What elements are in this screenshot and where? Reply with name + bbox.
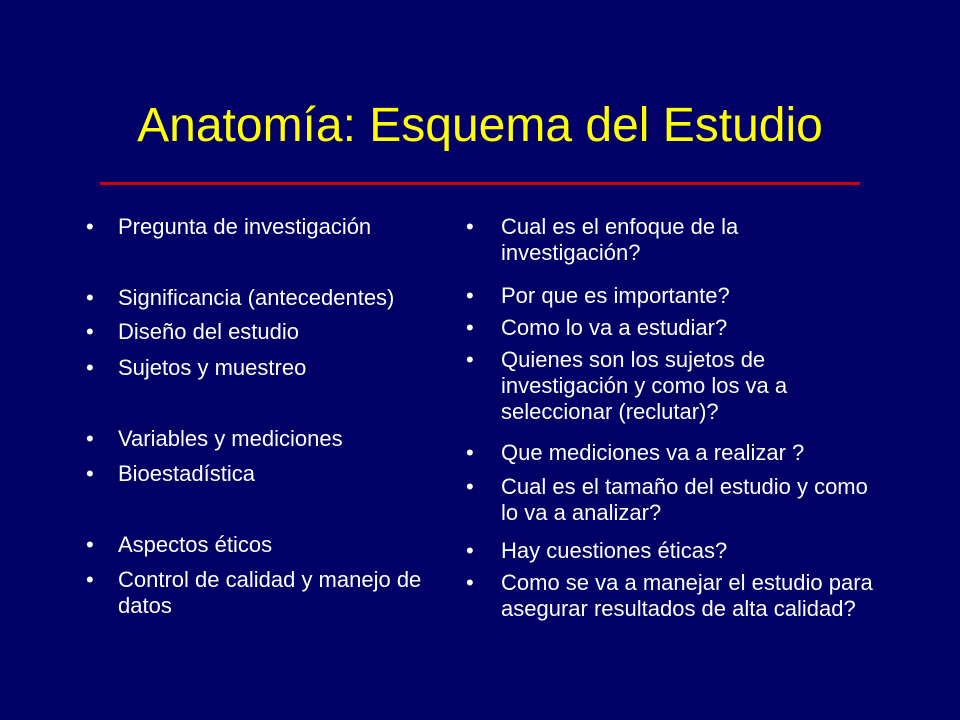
list-item [466,214,881,266]
list-item [86,461,458,487]
list-item [86,319,458,345]
bullet-icon: • [86,532,94,557]
list-item-text: Diseño del estudio [118,319,300,344]
bullet-icon: • [86,319,94,344]
list-item [466,570,881,622]
bullet-icon: • [466,538,474,563]
list-item [466,315,881,341]
bullet-icon: • [86,567,94,592]
slide-title: Anatomía: Esquema del Estudio [137,99,823,152]
list-item-text: Sujetos y muestreo [118,355,307,380]
bullet-icon: • [466,315,474,340]
bullet-icon: • [466,347,474,372]
bullet-icon: • [466,474,474,499]
list-item-text: Cual es el enfoque de la investigación? [501,214,739,265]
bullet-icon: • [466,570,474,595]
list-item [86,214,458,240]
list-item-text: Pregunta de investigación [118,214,372,239]
list-item [86,355,458,381]
list-item [466,474,881,526]
bullet-icon: • [86,285,94,310]
bullet-icon: • [466,214,474,239]
list-item [86,426,458,452]
bullet-icon: • [86,214,94,239]
list-item [466,347,881,425]
bullet-icon: • [86,355,94,380]
list-item-text: Quienes son los sujetos de investigación y como los va a seleccionar (reclutar)? [501,347,788,424]
list-item-text: Hay cuestiones éticas? [501,538,728,563]
bullet-icon: • [86,461,94,486]
list-item [86,567,458,619]
list-item-text: Control de calidad y manejo de datos [118,567,422,618]
list-item-text: Variables y mediciones [118,426,343,451]
list-item [86,285,458,311]
list-item-text: Bioestadística [118,461,255,486]
list-item-text: Significancia (antecedentes) [118,285,395,310]
list-item-text: Como se va a manejar el estudio para asegurar resultados de alta calidad? [501,570,873,621]
list-item-text: Cual es el tamaño del estudio y como lo va a analizar? [501,474,868,525]
list-item-text: Por que es importante? [501,283,730,308]
list-item [466,538,881,564]
bullet-icon: • [86,426,94,451]
bullet-icon: • [466,283,474,308]
list-item-text: Que mediciones va a realizar ? [501,440,805,465]
title-divider [100,182,860,185]
list-item-text: Como lo va a estudiar? [501,315,728,340]
list-item [86,532,458,558]
list-item-text: Aspectos éticos [118,532,273,557]
list-item [466,440,881,466]
bullet-icon: • [466,440,474,465]
list-item [466,283,881,309]
